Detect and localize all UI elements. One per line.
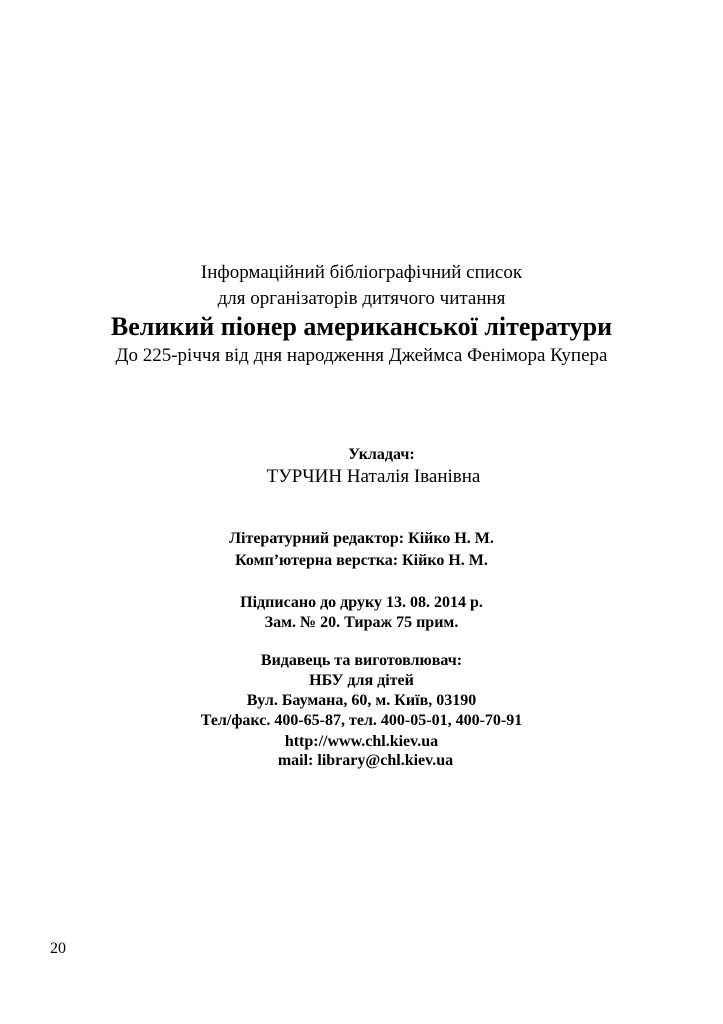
compiler-name: ТУРЧИН Наталія Іванівна xyxy=(266,466,481,487)
publisher-email: mail: library@chl.kiev.ua xyxy=(277,752,454,769)
page-number: 20 xyxy=(50,940,66,957)
publisher-label: Видавець та виготовлювач: xyxy=(260,652,463,669)
literary-editor: Літературний редактор: Кійко Н. М. xyxy=(229,530,494,547)
publisher-website: http://www.chl.kiev.ua xyxy=(284,733,439,750)
document-subtitle: До 225-річчя від дня народження Джеймса Фенімора Купера xyxy=(115,345,608,366)
audience-line: для організаторів дитячого читання xyxy=(217,288,506,309)
order-circulation: Зам. № 20. Тираж 75 прим. xyxy=(264,614,459,631)
layout-editor: Комп’ютерна верстка: Кійко Н. М. xyxy=(235,552,488,569)
compiler-label: Укладач: xyxy=(348,446,415,463)
publisher-address: Вул. Баумана, 60, м. Київ, 03190 xyxy=(246,692,477,709)
publisher-phones: Тел/факс. 400-65-87, тел. 400-05-01, 400-70-91 xyxy=(200,712,523,729)
list-type-line: Інформаційний бібліографічний список xyxy=(200,262,523,283)
print-signed-date: Підписано до друку 13. 08. 2014 р. xyxy=(240,594,483,611)
document-title: Великий піонер американської літератури xyxy=(110,312,613,341)
publisher-name: НБУ для дітей xyxy=(309,672,414,689)
